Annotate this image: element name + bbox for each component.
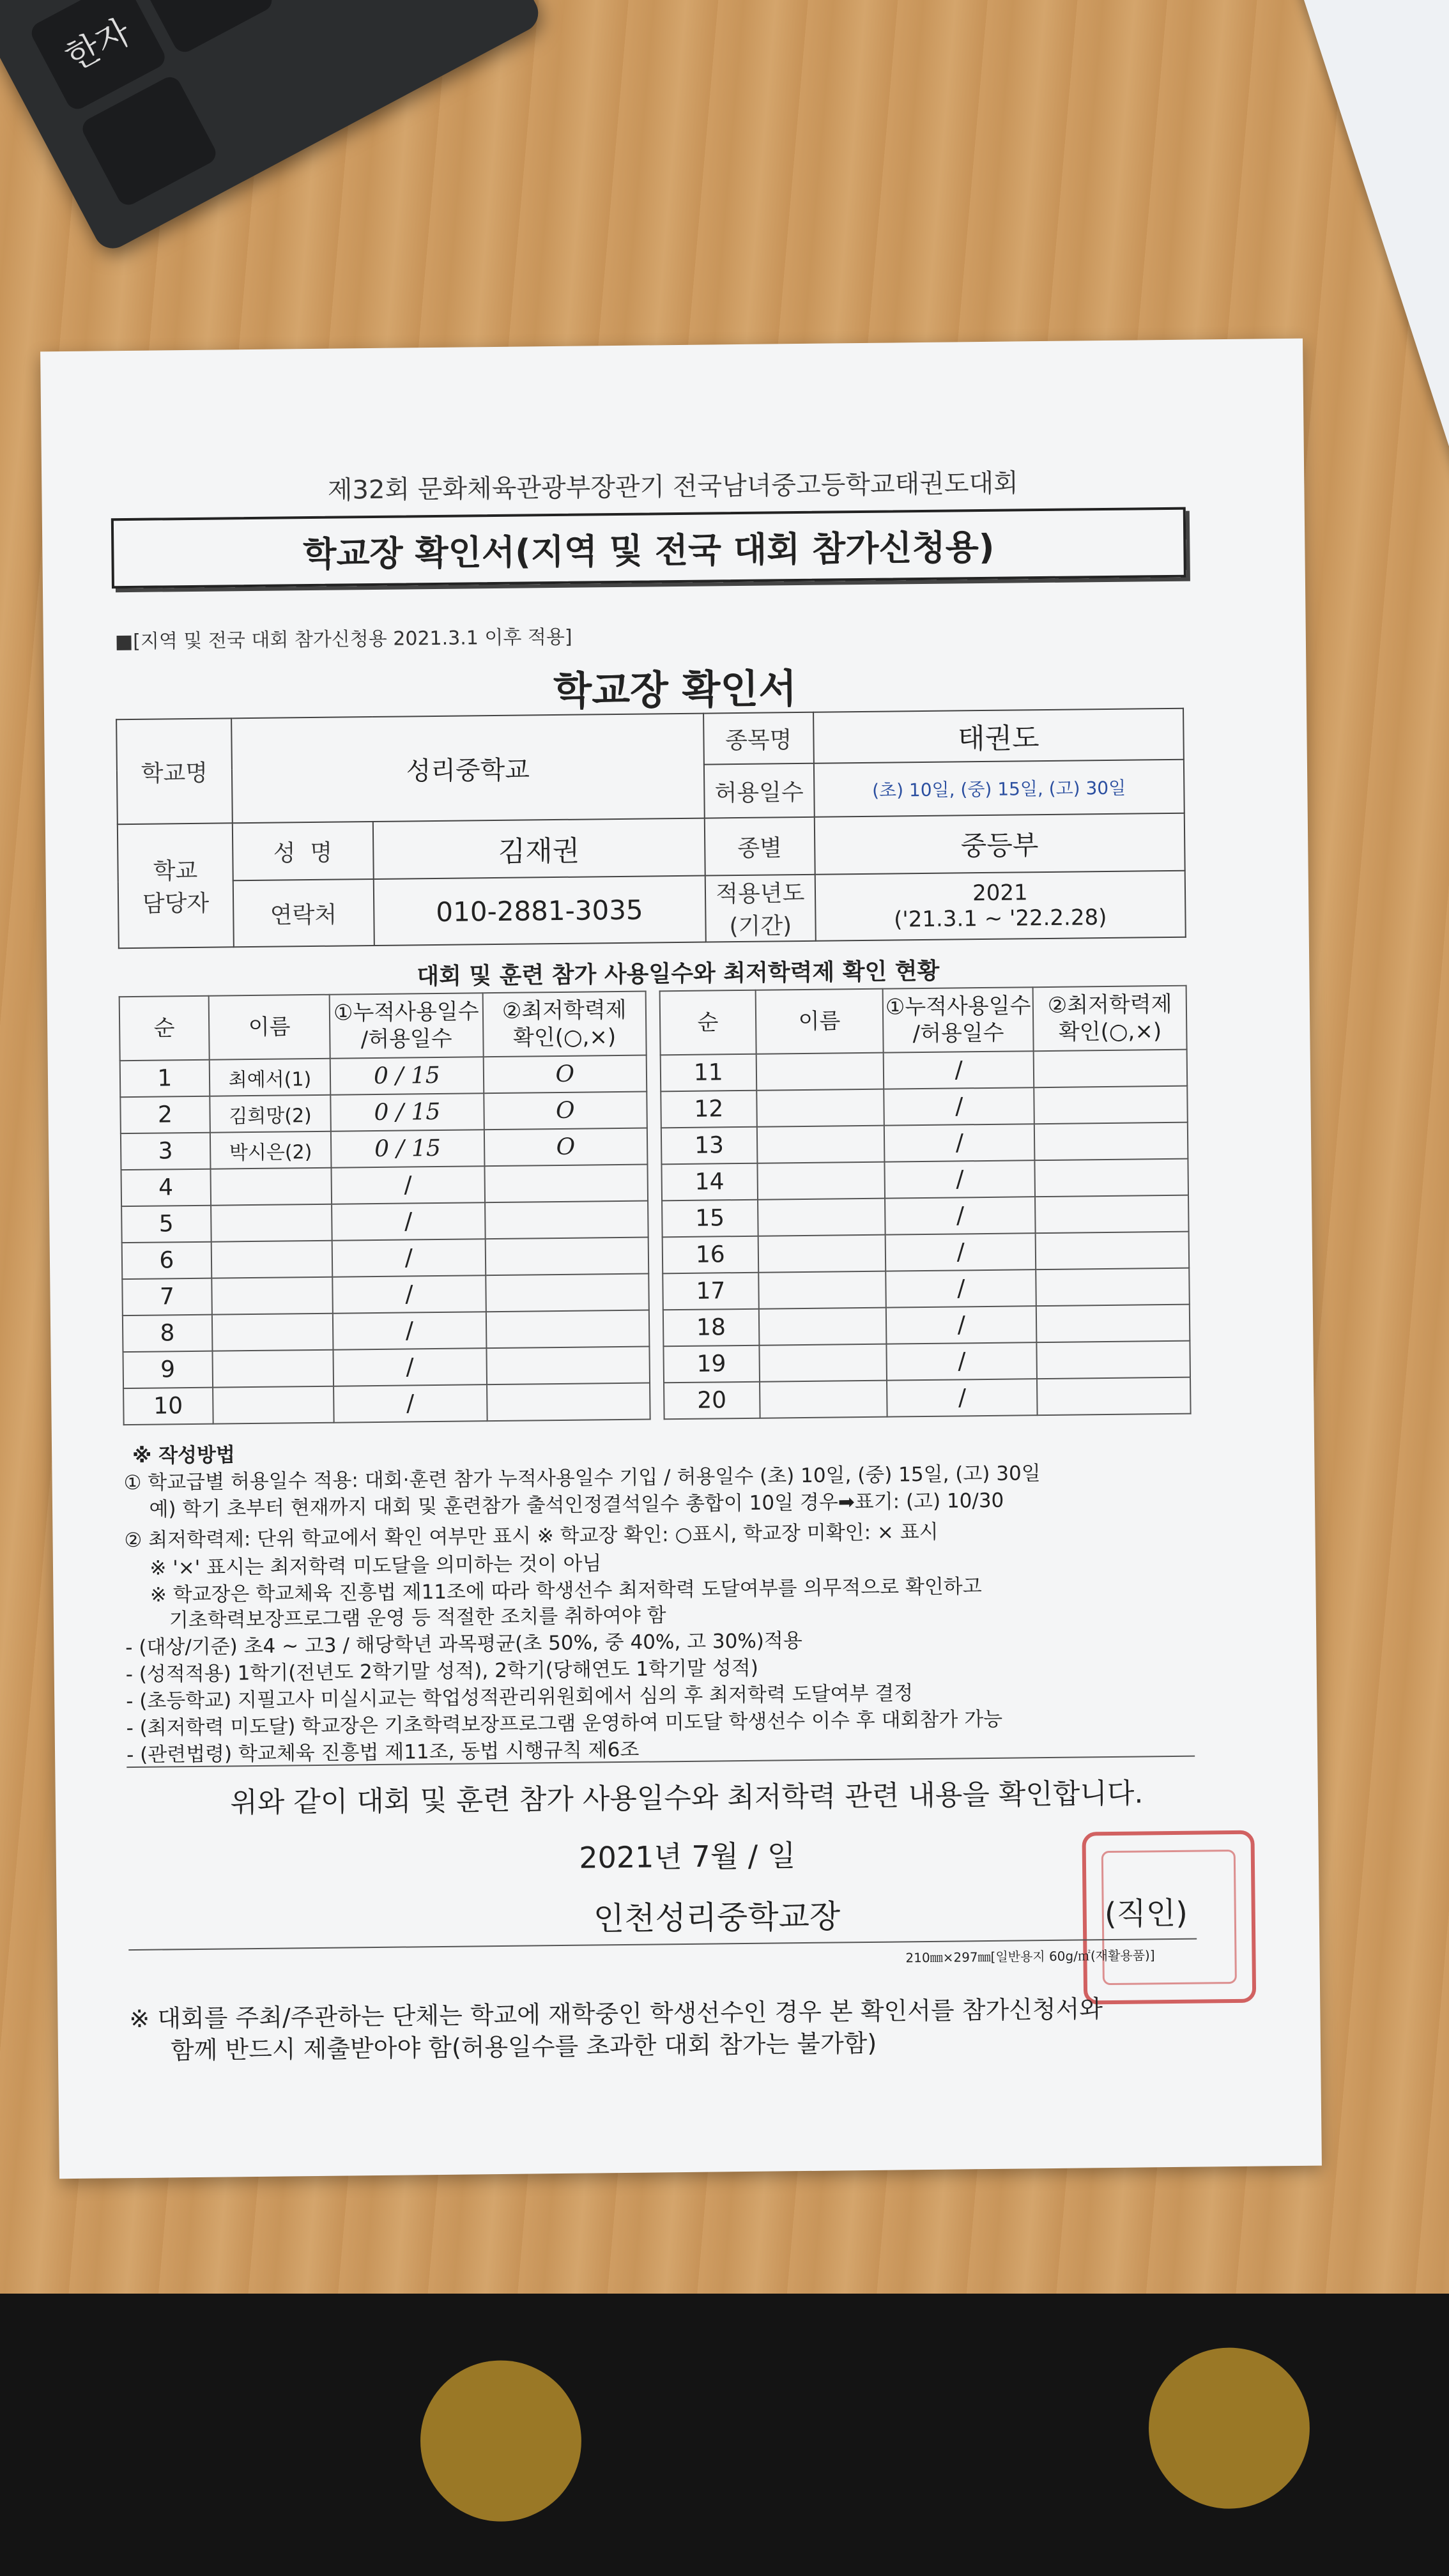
footer-note-line1: ※ 대회를 주최/주관하는 단체는 학교에 재학중인 학생선수인 경우 본 확인서를 참가신청서와 xyxy=(129,1995,1103,2034)
event-title: 제32회 문화체육관광부장관기 전국남녀중고등학교태권도대회 xyxy=(327,468,1019,505)
col-min xyxy=(1033,986,1187,1052)
col-name: 이름 xyxy=(208,995,330,1060)
keyboard-key-hanja: 한자 xyxy=(27,0,169,113)
col-days-line2: /허용일수 xyxy=(912,1020,1004,1047)
note-line: - (초등학교) 지필고사 미실시교는 학업성적관리위원회에서 심의 후 최저학력 도달여부 결정 xyxy=(126,1682,914,1713)
note-line: ※ 작성방법 xyxy=(132,1443,236,1468)
note-line: - (대상/기준) 초4 ~ 고3 / 해당학년 과목평균(초 50%, 중 40%, 고 30%)적용 xyxy=(125,1629,802,1660)
paper-spec: 210㎜×297㎜[일반용지 60g/㎡(재활용품)] xyxy=(905,1947,1155,1966)
col-min-line2: 확인(○,×) xyxy=(1058,1018,1162,1045)
row-days: / xyxy=(332,1166,485,1204)
row-min xyxy=(1034,1086,1188,1124)
row-no: 4 xyxy=(121,1169,210,1206)
row-days: 0 / 15 xyxy=(330,1093,484,1131)
row-min xyxy=(1036,1232,1189,1270)
row-name xyxy=(757,1162,885,1200)
table-row xyxy=(663,1341,1190,1383)
row-min xyxy=(1037,1377,1190,1416)
footer-note-line2: 함께 반드시 제출받아야 함(허용일수를 초과한 대회 참가는 불가함) xyxy=(170,2028,877,2065)
table-row xyxy=(123,1347,650,1389)
row-days: / xyxy=(332,1202,485,1241)
row-days: / xyxy=(885,1197,1036,1234)
contact-group-label-line1: 학교 xyxy=(153,857,198,885)
row-min xyxy=(1035,1195,1188,1234)
table-row xyxy=(121,1128,648,1170)
gold-embroidery: ● xyxy=(409,2300,593,2545)
row-min xyxy=(1036,1268,1190,1307)
row-no: 9 xyxy=(123,1351,212,1388)
note-line: ① 학교급별 허용일수 적용: 대회·훈련 참가 누적사용일수 기입 / 허용일수 (초) 10일, (중) 15일, (고) 30일 xyxy=(123,1462,1041,1495)
row-days: / xyxy=(333,1312,486,1350)
row-min xyxy=(484,1165,648,1203)
row-min xyxy=(486,1310,649,1349)
usage-table-left xyxy=(119,991,651,1426)
confirmation-document xyxy=(40,339,1322,2179)
table-row xyxy=(661,1086,1188,1128)
year-value-line2: ('21.3.1 ~ '22.2.28) xyxy=(893,904,1107,933)
row-no: 7 xyxy=(122,1278,211,1315)
row-name xyxy=(756,1053,884,1091)
row-days: / xyxy=(887,1379,1038,1416)
row-min xyxy=(486,1347,650,1385)
allowed-days-label: 허용일수 xyxy=(704,763,815,818)
table-row xyxy=(120,1055,647,1098)
table-row xyxy=(663,1232,1190,1274)
row-no: 18 xyxy=(663,1309,759,1347)
row-min xyxy=(1034,1123,1188,1161)
note-line: - (성적적용) 1학기(전년도 2학기말 성적), 2학기(당해연도 1학기말 성적) xyxy=(125,1656,759,1687)
row-no: 14 xyxy=(661,1163,757,1201)
note-line: ※ '×' 표시는 최저학력 미도달을 의미하는 것이 아님 xyxy=(124,1552,602,1581)
row-min xyxy=(1036,1305,1190,1343)
gold-embroidery: ● xyxy=(1137,2287,1321,2533)
row-name xyxy=(211,1277,333,1315)
col-min-line1: ②최저학력제 xyxy=(1047,991,1172,1018)
row-min xyxy=(1034,1050,1187,1088)
table-row xyxy=(663,1268,1190,1310)
row-name: 최예서(1) xyxy=(209,1059,330,1096)
row-no: 11 xyxy=(661,1054,756,1092)
row-name xyxy=(758,1235,885,1273)
contact-group-label-line2: 담당자 xyxy=(142,890,210,917)
name-value: 김재권 xyxy=(372,818,705,879)
phone-value: 010-2881-3035 xyxy=(373,876,705,946)
col-days-line1: ①누적사용일수 xyxy=(333,998,479,1026)
row-min: O xyxy=(483,1055,647,1094)
note-line: 예) 학기 초부터 현재까지 대회 및 훈련참가 출석인정결석일수 총합이 10일 경우➡표기: (고) 10/30 xyxy=(123,1489,1004,1522)
sport-label: 종목명 xyxy=(703,712,814,765)
row-no: 13 xyxy=(661,1127,757,1165)
table-row xyxy=(123,1383,650,1425)
table-row xyxy=(122,1274,649,1316)
col-min-line1: ②최저학력제 xyxy=(502,997,627,1024)
row-days: / xyxy=(334,1384,487,1423)
name-label: 성 명 xyxy=(233,822,374,880)
year-value-line1: 2021 xyxy=(972,880,1028,907)
row-days: / xyxy=(884,1087,1034,1125)
table-row xyxy=(121,1201,648,1243)
usage-table-right xyxy=(659,985,1192,1420)
row-min xyxy=(487,1383,650,1422)
row-days: / xyxy=(885,1160,1036,1198)
note-line: ② 최저학력제: 단위 학교에서 확인 여부만 표시 ※ 학교장 확인: ○표시, 학교장 미확인: × 표시 xyxy=(124,1520,939,1552)
table-row xyxy=(662,1195,1189,1238)
sport-value: 태권도 xyxy=(813,709,1184,763)
row-name xyxy=(758,1271,886,1309)
row-name xyxy=(758,1199,885,1236)
row-days: / xyxy=(334,1348,487,1386)
note-line: - (최저학력 미도달) 학교장은 기초학력보장프로그램 운영하여 미도달 학생선수 이수 후 대회참가 가능 xyxy=(126,1707,1003,1740)
col-days xyxy=(883,987,1034,1052)
year-label xyxy=(705,875,816,942)
row-days: 0 / 15 xyxy=(330,1057,484,1095)
row-min xyxy=(485,1201,648,1239)
col-days xyxy=(330,993,483,1059)
phone-label: 연락처 xyxy=(233,879,374,947)
note-line: 기초학력보장프로그램 운영 등 적절한 조치를 취하여야 함 xyxy=(125,1604,666,1633)
table-row xyxy=(661,1050,1188,1092)
row-min xyxy=(485,1238,648,1276)
row-no: 8 xyxy=(123,1315,212,1352)
row-name xyxy=(211,1204,332,1242)
black-uniform-fabric xyxy=(0,2287,1449,2576)
row-no: 17 xyxy=(663,1273,758,1310)
row-no: 20 xyxy=(664,1382,760,1420)
year-value xyxy=(815,871,1185,941)
principal-name: 인천성리중학교장 xyxy=(593,1897,841,1938)
row-days: / xyxy=(886,1306,1037,1344)
main-title: 학교장 확인서 xyxy=(553,665,797,715)
category-label: 종별 xyxy=(705,817,815,876)
table-row xyxy=(120,1092,647,1134)
row-no: 3 xyxy=(121,1133,210,1170)
table-row xyxy=(664,1377,1191,1420)
col-no: 순 xyxy=(119,996,210,1061)
row-no: 16 xyxy=(663,1236,758,1274)
row-name xyxy=(210,1168,332,1206)
row-no: 12 xyxy=(661,1091,756,1128)
col-min-line2: 확인(○,×) xyxy=(512,1024,617,1051)
table-title: 대회 및 훈련 참가 사용일수와 최저학력제 확인 현황 xyxy=(417,958,940,990)
row-name xyxy=(211,1241,332,1278)
row-no: 2 xyxy=(120,1096,210,1133)
row-name: 박시은(2) xyxy=(210,1131,332,1169)
info-table xyxy=(116,708,1186,949)
document-title-box xyxy=(111,507,1186,589)
row-min: O xyxy=(484,1128,647,1167)
category-value: 중등부 xyxy=(814,813,1184,875)
row-days: / xyxy=(885,1269,1036,1307)
document-title: 학교장 확인서(지역 및 전국 대회 참가신청용) xyxy=(302,526,995,574)
table-row xyxy=(123,1310,650,1353)
row-no: 5 xyxy=(121,1206,211,1243)
row-days: 0 / 15 xyxy=(331,1130,484,1168)
row-min: O xyxy=(484,1092,647,1130)
row-name xyxy=(212,1350,334,1388)
note-line: - (관련법령) 학교체육 진흥법 제11조, 동법 시행규칙 제6조 xyxy=(126,1738,640,1767)
table-row xyxy=(122,1238,649,1280)
row-name xyxy=(213,1386,334,1424)
row-name xyxy=(756,1089,884,1127)
row-days: / xyxy=(332,1239,486,1277)
signature-date: 2021년 7월 / 일 xyxy=(579,1838,796,1875)
row-no: 10 xyxy=(123,1388,213,1425)
row-name xyxy=(760,1381,887,1418)
row-days: / xyxy=(884,1051,1034,1089)
confirmation-statement: 위와 같이 대회 및 훈련 참가 사용일수와 최저학력 관련 내용을 확인합니다. xyxy=(230,1777,1144,1820)
year-label-line1: 적용년도 xyxy=(716,880,805,908)
row-name xyxy=(212,1314,334,1351)
seal-label: (직인) xyxy=(1104,1895,1188,1933)
school-value: 성리중학교 xyxy=(231,714,705,824)
row-name xyxy=(757,1126,885,1163)
row-name: 김희망(2) xyxy=(210,1095,331,1133)
col-days-line2: /허용일수 xyxy=(360,1025,452,1053)
row-name xyxy=(759,1344,887,1382)
row-no: 1 xyxy=(120,1060,210,1097)
row-name xyxy=(758,1308,886,1346)
row-days: / xyxy=(884,1124,1035,1162)
row-days: / xyxy=(332,1275,486,1314)
col-days-line1: ①누적사용일수 xyxy=(885,992,1031,1020)
row-days: / xyxy=(887,1342,1038,1380)
school-label: 학교명 xyxy=(116,718,232,824)
col-name: 이름 xyxy=(755,989,883,1054)
table-row xyxy=(121,1165,648,1207)
table-row xyxy=(663,1305,1190,1347)
row-min xyxy=(486,1274,649,1312)
contact-group-label xyxy=(118,823,234,948)
row-no: 15 xyxy=(662,1200,758,1238)
col-no: 순 xyxy=(660,990,756,1055)
year-label-line2: (기간) xyxy=(729,913,792,940)
allowed-days-value: (초) 10일, (중) 15일, (고) 30일 xyxy=(814,760,1184,817)
row-no: 6 xyxy=(122,1242,211,1279)
note-line: ※ 학교장은 학교체육 진흥법 제11조에 따라 학생선수 최저학력 도달여부를 의무적으로 확인하고 xyxy=(125,1575,982,1607)
row-min xyxy=(1037,1341,1190,1379)
table-row xyxy=(661,1123,1188,1165)
row-min xyxy=(1035,1159,1188,1197)
table-row xyxy=(661,1159,1188,1201)
row-days: / xyxy=(885,1233,1036,1271)
row-no: 19 xyxy=(663,1346,759,1383)
col-min xyxy=(482,992,647,1057)
applicability-note: ■[지역 및 전국 대회 참가신청용 2021.3.1 이후 적용] xyxy=(114,625,572,654)
